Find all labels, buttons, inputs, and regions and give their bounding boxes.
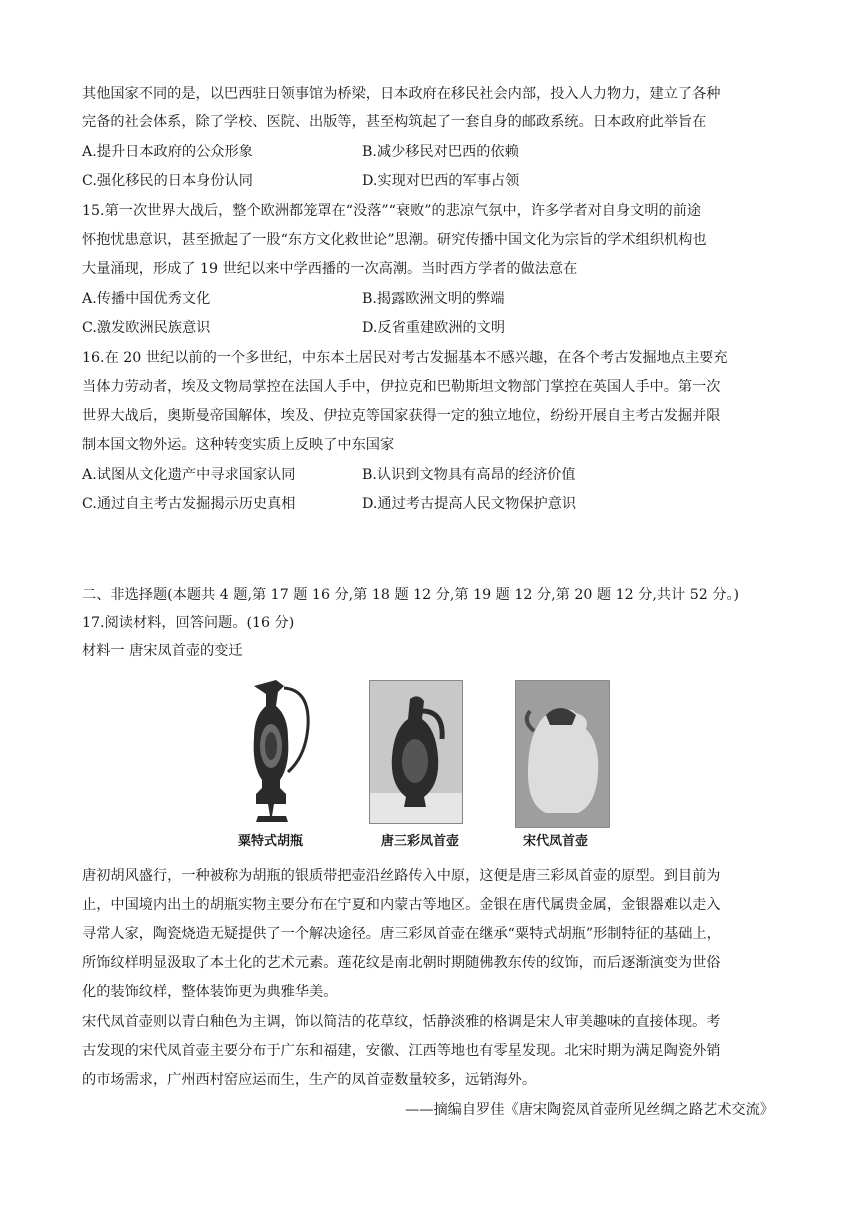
q15-option-c: C.激发欧洲民族意识 [82, 320, 211, 336]
q16-option-c: C.通过自主考古发掘揭示历史真相 [82, 496, 296, 512]
q15-stem-line-3: 大量涌现，形成了 19 世纪以来中学西播的一次高潮。当时西方学者的做法意在 [82, 261, 578, 277]
para2-line-2: 古发现的宋代凤首壶主要分布于广东和福建，安徽、江西等地也有零星发现。北宋时期为满足陶瓷外销 [82, 1043, 721, 1059]
q14-option-d: D.实现对巴西的军事占领 [362, 173, 520, 189]
q14-option-c: C.强化移民的日本身份认同 [82, 173, 253, 189]
section-heading: 二、非选择题(本题共 4 题,第 17 题 16 分,第 18 题 12 分,第 19 题 12 分,第 20 题 12 分,共计 52 分。) [82, 587, 740, 603]
para1-line-5: 化的装饰纹样，整体装饰更为典雅华美。 [82, 984, 338, 1000]
q15-stem-line-1: 15.第一次世界大战后，整个欧洲都笼罩在“没落”“衰败”的悲凉气氛中，许多学者对自身文明的前途 [82, 203, 702, 219]
tang-ewer-drawing [370, 681, 462, 823]
para1-line-3: 寻常人家，陶瓷烧造无疑提供了一个解决途径。唐三彩凤首壶在继承“粟特式胡瓶”形制特征的基础上， [82, 926, 721, 942]
para2-line-1: 宋代凤首壶则以青白釉色为主调，饰以简洁的花草纹，恬静淡雅的格调是宋人审美趣味的直接体现。考 [82, 1014, 721, 1030]
q16-option-b: B.认识到文物具有高昂的经济价值 [362, 467, 576, 483]
q14-stem-line-2: 完备的社会体系，除了学校、医院、出版等，甚至构筑起了一套自身的邮政系统。日本政府此举旨在 [82, 114, 707, 130]
para2-line-3: 的市场需求，广州西村窑应运而生，生产的凤首壶数量较多，远销海外。 [82, 1072, 537, 1088]
song-phoenix-ewer-image [515, 680, 610, 828]
q15-option-b: B.揭露欧洲文明的弊端 [362, 291, 505, 307]
source-citation: ——摘编自罗佳《唐宋陶瓷凤首壶所见丝绸之路艺术交流》 [405, 1102, 774, 1118]
caption-tang-ewer: 唐三彩凤首壶 [381, 834, 460, 849]
q16-option-a: A.试图从文化遗产中寻求国家认同 [82, 467, 296, 483]
q14-stem-line-1: 其他国家不同的是，以巴西驻日领事馆为桥梁，日本政府在移民社会内部，投入人力物力，建立了各种 [82, 86, 721, 102]
caption-song-ewer: 宋代凤首壶 [523, 834, 589, 849]
tang-sancai-phoenix-ewer-image [369, 680, 463, 824]
song-ewer-drawing [516, 681, 609, 827]
para1-line-1: 唐初胡风盛行，一种被称为胡瓶的银质带把壶沿丝路传入中原，这便是唐三彩凤首壶的原型。到目前为 [82, 868, 721, 884]
caption-sogdian-ewer: 粟特式胡瓶 [238, 834, 304, 849]
q16-stem-line-3: 世界大战后，奥斯曼帝国解体，埃及、伊拉克等国家获得一定的独立地位，纷纷开展自主考古发掘并限 [82, 408, 721, 424]
para1-line-4: 所饰纹样明显汲取了本土化的艺术元素。莲花纹是南北朝时期随佛教东传的纹饰，而后逐渐演变为世俗 [82, 955, 721, 971]
material-1-title: 材料一 唐宋凤首壶的变迁 [82, 643, 243, 659]
q15-option-a: A.传播中国优秀文化 [82, 291, 211, 307]
para1-line-2: 止，中国境内出土的胡瓶实物主要分布在宁夏和内蒙古等地区。金银在唐代属贵金属，金银器难以走入 [82, 897, 721, 913]
q16-stem-line-2: 当体力劳动者，埃及文物局掌控在法国人手中，伊拉克和巴勒斯坦文物部门掌控在英国人手中。第一次 [82, 379, 721, 395]
q15-stem-line-2: 怀抱忧患意识，甚至掀起了一股“东方文化救世论”思潮。研究传播中国文化为宗旨的学术组织机构也 [82, 232, 707, 248]
sogdian-ewer-image [236, 676, 316, 826]
sogdian-ewer-drawing [236, 676, 316, 826]
q16-stem-line-1: 16.在 20 世纪以前的一个多世纪，中东本土居民对考古发掘基本不感兴趣，在各个考古发掘地点主要充 [82, 350, 728, 366]
q16-option-d: D.通过考古提高人民文物保护意识 [362, 496, 577, 512]
q15-option-d: D.反省重建欧洲的文明 [362, 320, 506, 336]
q16-stem-line-4: 制本国文物外运。这种转变实质上反映了中东国家 [82, 437, 395, 453]
q14-option-b: B.减少移民对巴西的依赖 [362, 144, 519, 160]
q14-option-a: A.提升日本政府的公众形象 [82, 144, 253, 160]
q17-title: 17.阅读材料，回答问题。(16 分) [82, 615, 295, 631]
